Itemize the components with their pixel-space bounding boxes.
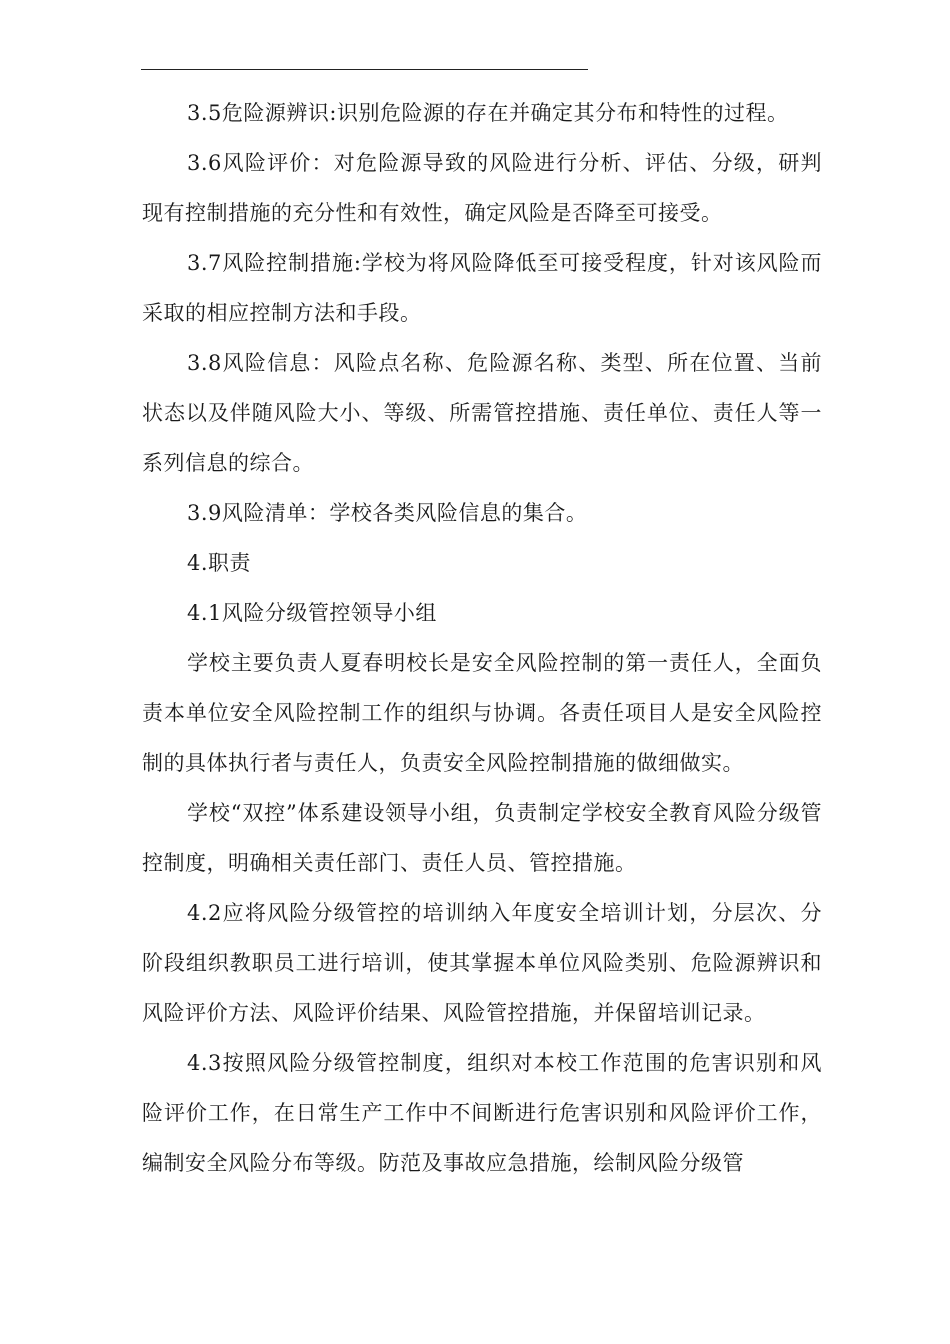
document-body bbox=[142, 88, 822, 1188]
paragraph-principal-responsibility: 学校主要负责人夏春明校长是安全风险控制的第一责任人，全面负责本单位安全风险控制工作的组织与协调。各责任项目人是安全风险控制的具体执行者与责任人，负责安全风险控制措施的做细做实。 bbox=[142, 651, 822, 775]
paragraph-leading-group: 学校“双控”体系建设领导小组，负责制定学校安全教育风险分级管控制度，明确相关责任部门、责任人员、管控措施。 bbox=[142, 801, 822, 875]
paragraph-3-5: 3.5危险源辨识:识别危险源的存在并确定其分布和特性的过程。 bbox=[187, 101, 789, 125]
header-rule bbox=[141, 69, 588, 70]
paragraph-4-2: 4.2应将风险分级管控的培训纳入年度安全培训计划，分层次、分阶段组织教职员工进行培训，使其掌握本单位风险类别、危险源辨识和风险评价方法、风险评价结果、风险管控措施，并保留培训记录。 bbox=[142, 901, 822, 1025]
paragraph-3-9: 3.9风险清单：学校各类风险信息的集合。 bbox=[187, 501, 588, 525]
subsection-heading-4-1: 4.1风险分级管控领导小组 bbox=[187, 601, 437, 625]
section-heading-4: 4.职责 bbox=[187, 551, 252, 575]
paragraph-4-3: 4.3按照风险分级管控制度，组织对本校工作范围的危害识别和风险评价工作，在日常生产工作中不间断进行危害识别和风险评价工作，编制安全风险分布等级。防范及事故应急措施，绘制风险分级管 bbox=[142, 1051, 822, 1175]
paragraph-3-6: 3.6风险评价：对危险源导致的风险进行分析、评估、分级，研判现有控制措施的充分性和有效性，确定风险是否降至可接受。 bbox=[142, 151, 822, 225]
paragraph-3-8: 3.8风险信息：风险点名称、危险源名称、类型、所在位置、当前状态以及伴随风险大小、等级、所需管控措施、责任单位、责任人等一系列信息的综合。 bbox=[142, 351, 822, 475]
paragraph-3-7: 3.7风险控制措施:学校为将风险降低至可接受程度，针对该风险而采取的相应控制方法和手段。 bbox=[142, 251, 822, 325]
